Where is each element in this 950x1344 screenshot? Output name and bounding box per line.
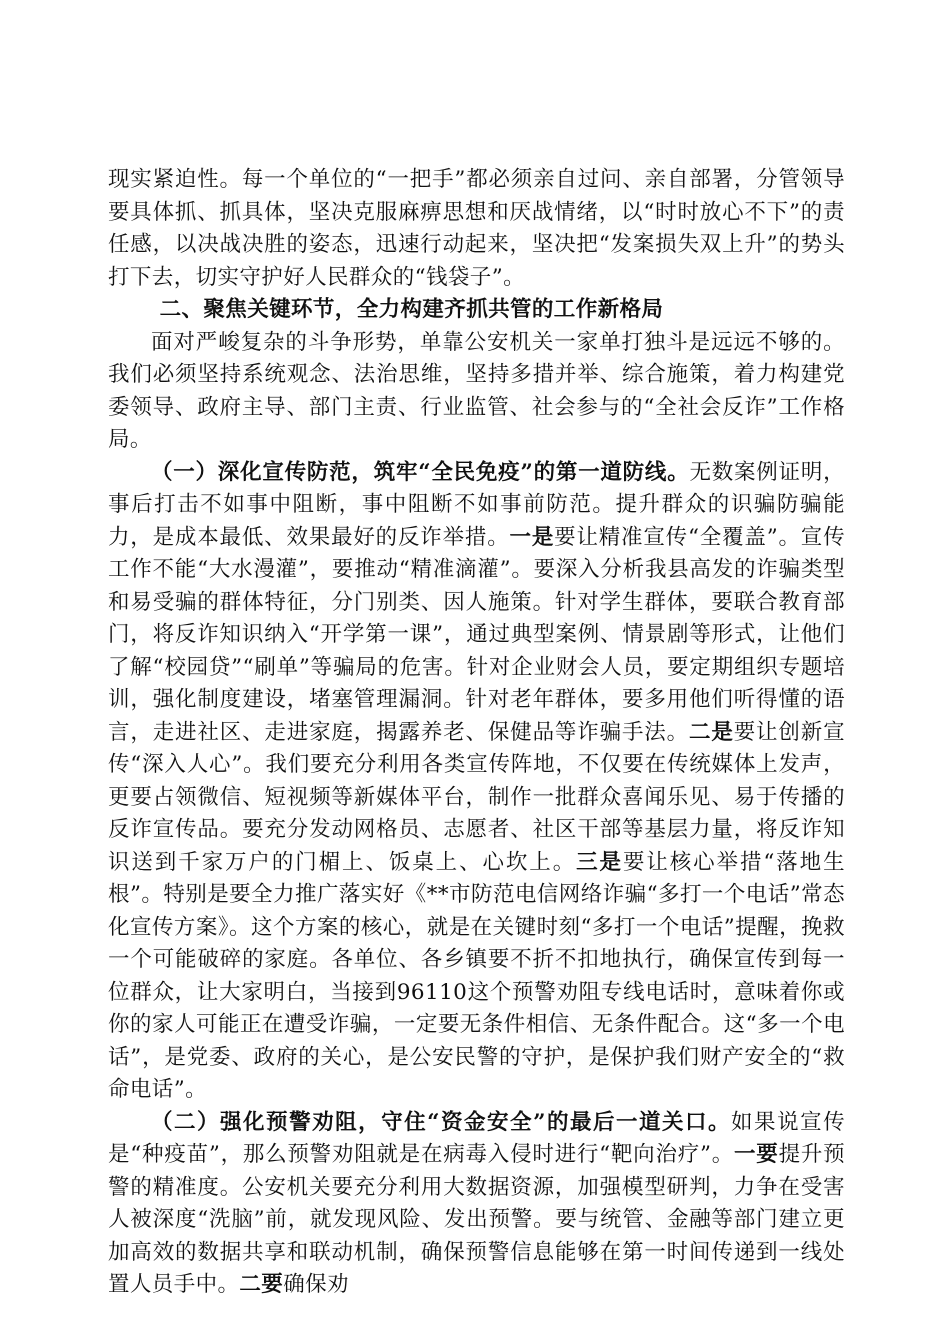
keyword-first: 一要 [734, 1142, 779, 1167]
document-page [108, 164, 845, 1302]
paragraph-text: 要让创新宣传“深入人心”。我们要充分利用各类宣传阵地，不仅要在传统媒体上发声，更要占领微信、短视频等新媒体平台，制作一批群众喜闻乐见、易于传播的反诈宣传品。要充分发动网格员、志愿者、社区干部等基层力量，将反诈知识送到千家万户的门楣上、饭桌上、心坎上。 [108, 719, 845, 875]
subsection-heading-one: （一）深化宣传防范，筑牢“全民免疫”的第一道防线。 [151, 459, 690, 485]
paragraph-text: 要让精准宣传“全覆盖”。宣传工作不能“大水漫灌”，要推动“精准滴灌”。要深入分析我县高发的诈骗类型和易受骗的群体特征，分门别类、因人施策。针对学生群体，要联合教育部门，将反诈知识纳入“开学第一课”，通过典型案例、情景剧等形式，让他们了解“校园贷”“刷单”等骗局的危害。针对企业财会人员，要定期组织专题培训，强化制度建设，堵塞管理漏洞。针对老年群体，要多用他们听得懂的语言，走进社区、走进家庭，揭露养老、保健品等诈骗手法。 [108, 524, 846, 745]
paragraph-text: 如果说宣传是“种疫苗”，那么预警劝阻就是在病毒入侵时进行“靶向治疗”。 [108, 1109, 845, 1167]
paragraph-text: 提升预警的精准度。公安机关要充分利用大数据资源，加强模型研判，力争在受害人被深度“洗脑”前，就发现风险、发出预警。要与统管、金融等部门建立更加高效的数据共享和联动机制，确保预警信息能够在第一时间传递到一线处置人员手中。 [108, 1142, 845, 1297]
keyword-first: 一是 [509, 524, 555, 550]
paragraph-early-warning [108, 1107, 845, 1302]
keyword-third: 三是 [576, 849, 623, 875]
paragraph-publicity-prevention [108, 457, 845, 1107]
paragraph-continuation: 现实紧迫性。每一个单位的“一把手”都必须亲自过问、亲自部署，分管领导要具体抓、抓具体，坚决克服麻痹思想和厌战情绪，以“时时放心不下”的责任感，以决战决胜的姿态，迅速行动起来，坚决把“发案损失双上升”的势头打下去，切实守护好人民群众的“钱袋子”。 [108, 167, 845, 290]
subsection-heading-two: （二）强化预警劝阻，守住“资金安全”的最后一道关口。 [151, 1109, 732, 1135]
paragraph-text: 无数案例证明，事后打击不如事中阻断，事中阻断不如事前防范。提升群众的识骗防骗能力，是成本最低、效果最好的反诈举措。 [108, 459, 845, 550]
keyword-second: 二要 [239, 1272, 284, 1297]
section-heading-two: 二、聚焦关键环节，全力构建齐抓共管的工作新格局 [159, 297, 664, 322]
paragraph-text: 要让核心举措“落地生根”。特别是要全力推广落实好《**市防范电信网络诈骗“多打一个电话”常态化宣传方案》。这个方案的核心，就是在关键时刻“多打一个电话”提醒，挽救一个可能破碎的家庭。各单位、各乡镇要不折不扣地执行，确保宣传到每一位群众，让大家明白，当接到96110这个预警劝阻专线电话时，意味着你或你的家人可能正在遭受诈骗，一定要无条件相信、无条件配合。这“多一个电话”，是党委、政府的关心，是公安民警的守护，是保护我们财产安全的“救命电话”。 [108, 849, 845, 1102]
keyword-second: 二是 [689, 719, 734, 745]
paragraph-text: 确保劝 [283, 1272, 349, 1297]
paragraph-overview: 面对严峻复杂的斗争形势，单靠公安机关一家单打独斗是远远不够的。我们必须坚持系统观念、法治思维，坚持多措并举、综合施策，着力构建党委领导、政府主导、部门主责、行业监管、社会参与的“全社会反诈”工作格局。 [108, 329, 845, 452]
